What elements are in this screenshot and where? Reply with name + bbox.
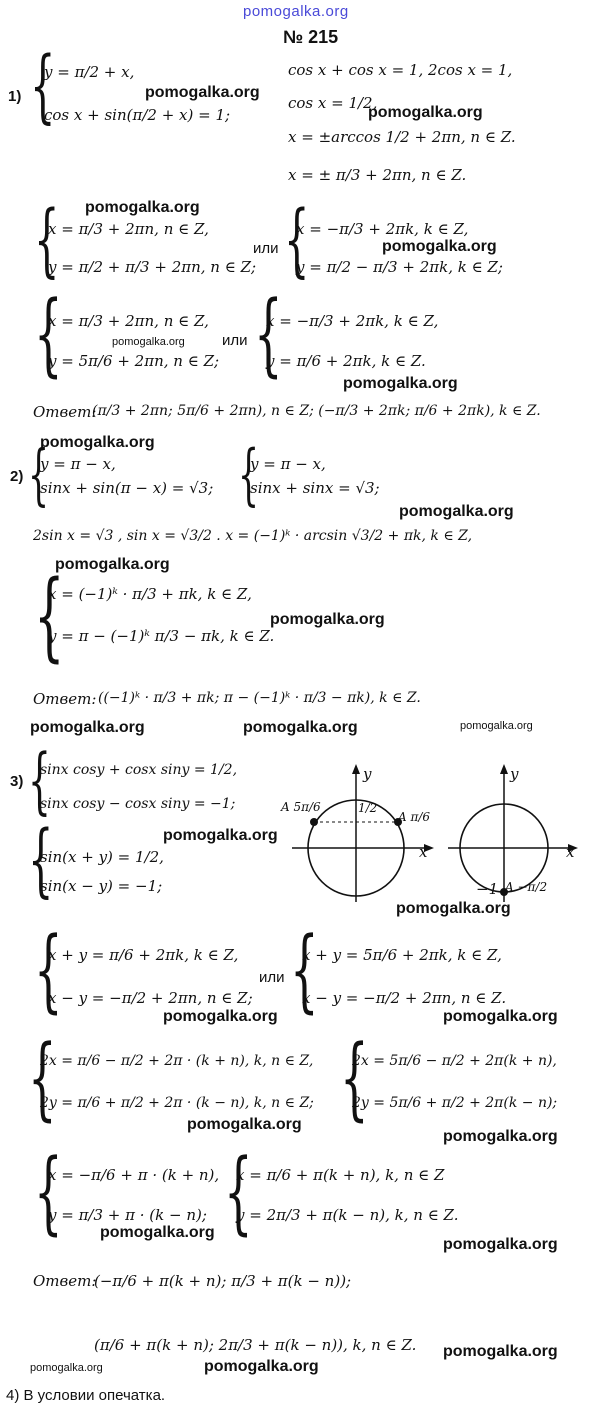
p1-system-line-1: y = π/2 + x, — [44, 63, 135, 81]
fig1-a-left-label: A 5π/6 — [281, 800, 321, 814]
fig1-y-label: y — [363, 765, 372, 783]
part4-note: 4) В условии опечатка. — [6, 1387, 166, 1404]
watermark[interactable]: pomogalka.org — [343, 375, 458, 392]
p1-case-b1-line-2: y = π/2 − π/3 + 2πk, k ∈ Z; — [296, 258, 503, 276]
brace: { — [34, 193, 60, 286]
part2-number: 2) — [10, 468, 24, 485]
fig1-half-label: 1/2 — [358, 801, 378, 815]
part3-number: 3) — [10, 773, 24, 790]
watermark[interactable]: pomogalka.org — [382, 238, 497, 255]
brace: { — [34, 282, 63, 387]
p2-system-line-2: sinx + sin(π − x) = √3; — [40, 479, 214, 497]
point-a-5pi-6 — [310, 818, 318, 826]
p1-step-1: cos x + cos x = 1, 2cos x = 1, — [288, 61, 513, 79]
p1-case-a1-line-1: x = π/3 + 2πn, n ∈ Z, — [48, 220, 209, 238]
p1-step-2: cos x = 1/2, — [288, 94, 378, 112]
watermark[interactable]: pomogalka.org — [112, 336, 185, 348]
or-label: или — [253, 240, 279, 257]
watermark[interactable]: pomogalka.org — [163, 827, 278, 844]
part1-number: 1) — [8, 88, 22, 105]
brace: { — [290, 918, 319, 1023]
p3-s4a-line-1: 2x = π/6 − π/2 + 2π · (k + n), k, n ∈ Z, — [40, 1053, 314, 1069]
watermark[interactable]: pomogalka.org — [243, 719, 358, 736]
fig2-a-label: A −π/2 — [505, 880, 548, 894]
p3-system2-line-1: sin(x + y) = 1/2, — [40, 848, 164, 866]
watermark[interactable]: pomogalka.org — [443, 1128, 558, 1145]
watermark[interactable]: pomogalka.org — [145, 84, 260, 101]
watermark[interactable]: pomogalka.org — [443, 1343, 558, 1360]
brace: { — [34, 560, 65, 672]
watermark[interactable]: pomogalka.org — [443, 1008, 558, 1025]
p3-system-line-2: sinx cosy − cosx siny = −1; — [40, 796, 236, 812]
answer-label: Ответ: — [33, 403, 97, 421]
p2-system2-line-1: y = π − x, — [250, 455, 326, 473]
watermark[interactable]: pomogalka.org — [30, 1362, 103, 1374]
brace: { — [238, 436, 259, 513]
p1-case-b1-line-1: x = −π/3 + 2πk, k ∈ Z, — [296, 220, 469, 238]
p3-s5a-line-2: y = π/3 + π · (k − n); — [48, 1206, 207, 1224]
brace: { — [254, 282, 283, 387]
brace: { — [28, 436, 49, 513]
fig1-a-right-label: A π/6 — [398, 810, 431, 824]
watermark[interactable]: pomogalka.org — [399, 503, 514, 520]
p1-case-a1-line-2: y = π/2 + π/3 + 2πn, n ∈ Z; — [48, 258, 257, 276]
answer-label: Ответ: — [33, 690, 97, 708]
brace: { — [34, 1140, 63, 1245]
watermark[interactable]: pomogalka.org — [368, 104, 483, 121]
watermark[interactable]: pomogalka.org — [204, 1358, 319, 1375]
p2-system2-line-2: sinx + sinx = √3; — [250, 479, 380, 497]
or-label: или — [222, 332, 248, 349]
p3-s5a-line-1: x = −π/6 + π · (k + n), — [48, 1166, 220, 1184]
top-watermark[interactable]: pomogalka.org — [243, 3, 349, 20]
watermark[interactable]: pomogalka.org — [40, 434, 155, 451]
p2-derivation: 2sin x = √3 , sin x = √3/2 . x = (−1)ᵏ · arcsin √3/2 + πk, k ∈ Z, — [33, 528, 473, 544]
p3-answer-line-1: (−π/6 + π(k + n); π/3 + π(k − n)); — [94, 1272, 352, 1290]
brace: { — [28, 813, 54, 906]
watermark[interactable]: pomogalka.org — [100, 1224, 215, 1241]
p2-result-line-1: x = (−1)ᵏ · π/3 + πk, k ∈ Z, — [48, 585, 252, 603]
p3-s3b-line-1: x + y = 5π/6 + 2πk, k ∈ Z, — [302, 946, 502, 964]
p3-s3b-line-2: x − y = −π/2 + 2πn, n ∈ Z. — [302, 989, 507, 1007]
fig2-x-label: x — [566, 843, 575, 861]
brace: { — [340, 1026, 369, 1131]
or-label: или — [259, 969, 285, 986]
p3-s4a-line-2: 2y = π/6 + π/2 + 2π · (k − n), k, n ∈ Z; — [40, 1095, 314, 1111]
y-axis-arrow — [352, 764, 360, 774]
p3-system-line-1: sinx cosy + cosx siny = 1/2, — [40, 762, 238, 778]
p3-s4b-line-1: 2x = 5π/6 − π/2 + 2π(k + n), — [352, 1053, 557, 1069]
fig2-minus-one-label: −1 — [476, 880, 499, 898]
p3-answer-line-2: (π/6 + π(k + n); 2π/3 + π(k − n)), k, n ∈ Z. — [94, 1336, 417, 1354]
brace: { — [34, 918, 63, 1023]
p1-answer: (π/3 + 2πn; 5π/6 + 2πn), n ∈ Z; (−π/3 + 2πk; π/6 + 2πk), k ∈ Z. — [92, 403, 541, 419]
watermark[interactable]: pomogalka.org — [55, 556, 170, 573]
watermark[interactable]: pomogalka.org — [443, 1236, 558, 1253]
watermark[interactable]: pomogalka.org — [270, 611, 385, 628]
answer-label: Ответ: — [33, 1272, 97, 1290]
p3-s3a-line-2: x − y = −π/2 + 2πn, n ∈ Z; — [48, 989, 253, 1007]
p1-case-b2-line-2: y = π/6 + 2πk, k ∈ Z. — [266, 352, 426, 370]
fig1-x-label: x — [419, 843, 428, 861]
p3-s5b-line-2: y = 2π/3 + π(k − n), k, n ∈ Z. — [236, 1206, 459, 1224]
brace: { — [224, 1140, 253, 1245]
fig2-y-label: y — [510, 765, 519, 783]
p3-system2-line-2: sin(x − y) = −1; — [40, 877, 163, 895]
watermark[interactable]: pomogalka.org — [30, 719, 145, 736]
p2-system-line-1: y = π − x, — [40, 455, 116, 473]
unit-circle-figure-1 — [292, 762, 437, 907]
p2-answer: ((−1)ᵏ · π/3 + πk; π − (−1)ᵏ · π/3 − πk), k ∈ Z. — [98, 690, 421, 706]
p1-case-b2-line-1: x = −π/3 + 2πk, k ∈ Z, — [266, 312, 439, 330]
p1-case-a2-line-2: y = 5π/6 + 2πn, n ∈ Z; — [48, 352, 220, 370]
watermark[interactable]: pomogalka.org — [85, 199, 200, 216]
p3-s5b-line-1: x = π/6 + π(k + n), k, n ∈ Z — [236, 1166, 445, 1184]
p2-result-line-2: y = π − (−1)ᵏ π/3 − πk, k ∈ Z. — [48, 627, 275, 645]
watermark[interactable]: pomogalka.org — [396, 900, 511, 917]
brace: { — [284, 193, 310, 286]
p1-system-line-2: cos x + sin(π/2 + x) = 1; — [44, 106, 231, 124]
watermark[interactable]: pomogalka.org — [163, 1008, 278, 1025]
y-axis-arrow — [500, 764, 508, 774]
p1-step-4: x = ± π/3 + 2πn, n ∈ Z. — [288, 166, 467, 184]
p3-s3a-line-1: x + y = π/6 + 2πk, k ∈ Z, — [48, 946, 239, 964]
brace: { — [28, 1026, 57, 1131]
p3-s4b-line-2: 2y = 5π/6 + π/2 + 2π(k − n); — [352, 1095, 558, 1111]
watermark[interactable]: pomogalka.org — [460, 720, 533, 732]
p1-case-a2-line-1: x = π/3 + 2πn, n ∈ Z, — [48, 312, 209, 330]
brace: { — [30, 39, 56, 132]
watermark[interactable]: pomogalka.org — [187, 1116, 302, 1133]
p1-step-3: x = ±arccos 1/2 + 2πn, n ∈ Z. — [288, 128, 516, 146]
brace: { — [28, 738, 51, 822]
problem-title: № 215 — [283, 27, 339, 47]
